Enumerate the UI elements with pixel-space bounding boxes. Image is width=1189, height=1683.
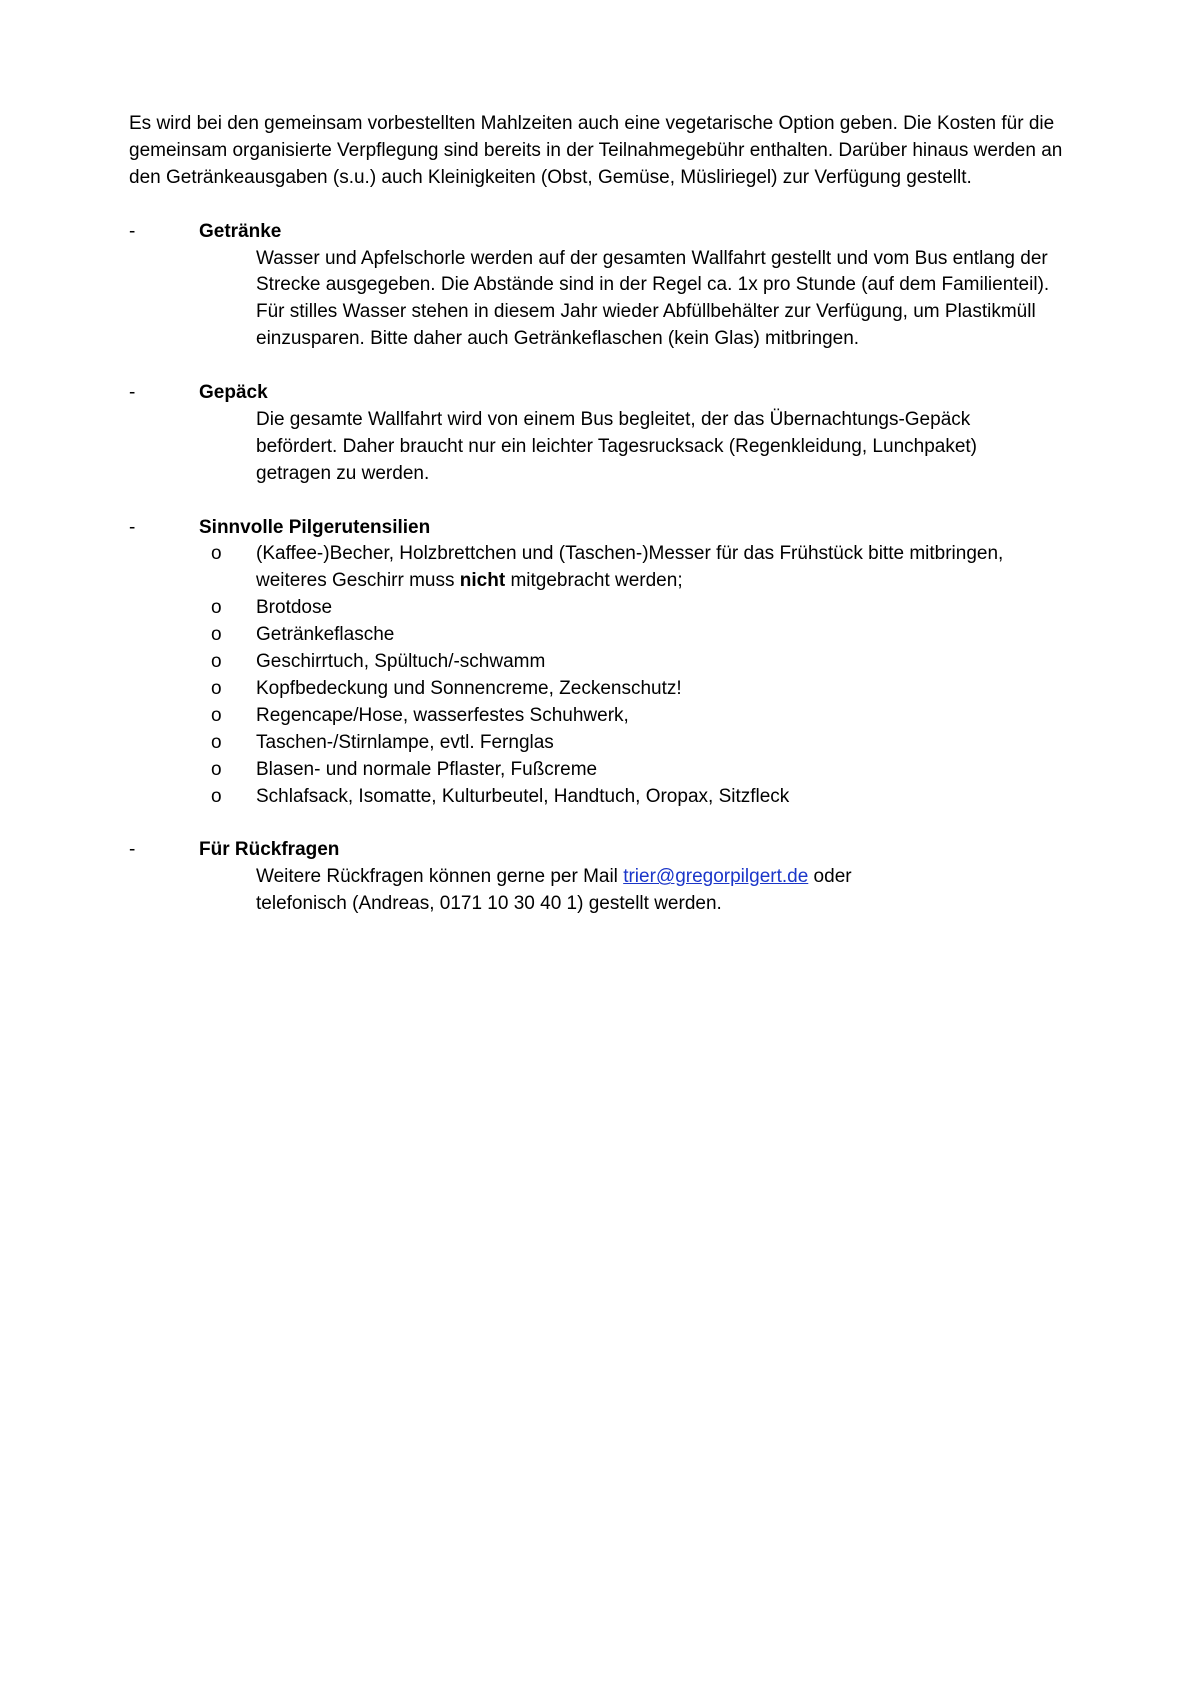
dash-marker: -	[129, 516, 136, 538]
list-item-text: Blasen- und normale Pflaster, Fußcreme	[256, 758, 598, 780]
document-content	[129, 111, 1069, 945]
list-item	[129, 649, 1069, 676]
bullet-marker: o	[211, 624, 222, 646]
emphasis-text: nicht	[459, 570, 506, 592]
section-heading: Getränke	[199, 220, 282, 242]
bullet-marker: o	[211, 543, 222, 565]
utensilien-list	[129, 541, 1069, 810]
list-item-text: Brotdose	[256, 597, 333, 619]
list-item-text: Schlafsack, Isomatte, Kulturbeutel, Handtuch, Oropax, Sitzfleck	[256, 785, 790, 807]
list-item-text: Taschen-/Stirnlampe, evtl. Fernglas	[256, 731, 554, 753]
dash-marker: -	[129, 382, 136, 404]
list-item	[129, 676, 1069, 703]
contact-phone-line: telefonisch (Andreas, 0171 10 30 40 1) gestellt werden.	[256, 893, 722, 915]
list-item	[129, 541, 1069, 595]
list-item-text: Geschirrtuch, Spültuch/-schwamm	[256, 651, 546, 673]
bullet-marker: o	[211, 785, 222, 807]
list-item	[129, 784, 1069, 811]
list-item-text: Kopfbedeckung und Sonnencreme, Zeckenschutz!	[256, 677, 682, 699]
list-item-text: (Kaffee-)Becher, Holzbrettchen und (Taschen-)Messer für das Frühstück bitte mitbringen, weiteres Geschirr muss	[256, 543, 1004, 592]
contact-line-end: oder	[808, 866, 852, 888]
section-text: Die gesamte Wallfahrt wird von einem Bus begleitet, der das Übernachtungs-Gepäck befördert. Daher braucht nur ein leichter Tagesrucksack (Regenkleidung, Lunchpaket) getragen zu werden.	[256, 408, 978, 484]
contact-text	[256, 864, 1056, 918]
dash-marker: -	[129, 220, 136, 242]
list-item	[129, 622, 1069, 649]
section-text: Wasser und Apfelschorle werden auf der gesamten Wallfahrt gestellt und vom Bus entlang der Strecke ausgegeben. Die Abstände sind in der Regel ca. 1x pro Stunde (auf dem Familienteil). Für stilles Wasser stehen in diesem Jahr wieder Abfüllbehälter zur Verfügung, um Plastikmüll einzusparen. Bitte daher auch Getränkeflaschen (kein Glas) mitbringen.	[256, 247, 1050, 350]
bullet-marker: o	[211, 651, 222, 673]
list-item	[129, 595, 1069, 622]
list-item	[129, 703, 1069, 730]
section-gepaeck	[129, 380, 1069, 488]
section-heading: Gepäck	[199, 382, 268, 404]
bullet-marker: o	[211, 731, 222, 753]
intro-paragraph: Es wird bei den gemeinsam vorbestellten Mahlzeiten auch eine vegetarische Option geben. Die Kosten für die gemeinsam organisierte Verpflegung sind bereits in der Teilnahmegebühr enthalten. Darüber hinaus werden an den Getränkeausgaben (s.u.) auch Kleinigkeiten (Obst, Gemüse, Müsliriegel) zur Verfügung gestellt.	[129, 113, 1063, 188]
section-heading: Für Rückfragen	[199, 839, 340, 861]
bullet-marker: o	[211, 677, 222, 699]
dash-marker: -	[129, 839, 136, 861]
list-item	[129, 757, 1069, 784]
section-getraenke	[129, 219, 1069, 354]
list-item-text: Getränkeflasche	[256, 624, 395, 646]
bullet-marker: o	[211, 758, 222, 780]
list-item-text: mitgebracht werden;	[505, 570, 683, 592]
contact-line-start: Weitere Rückfragen können gerne per Mail	[256, 866, 624, 888]
section-pilgerutensilien	[129, 515, 1069, 811]
section-heading: Sinnvolle Pilgerutensilien	[199, 516, 431, 538]
list-item	[129, 730, 1069, 757]
section-rueckfragen	[129, 837, 1069, 918]
list-item-text: Regencape/Hose, wasserfestes Schuhwerk,	[256, 704, 629, 726]
bullet-marker: o	[211, 704, 222, 726]
bullet-marker: o	[211, 597, 222, 619]
email-link[interactable]: trier@gregorpilgert.de	[623, 866, 809, 888]
